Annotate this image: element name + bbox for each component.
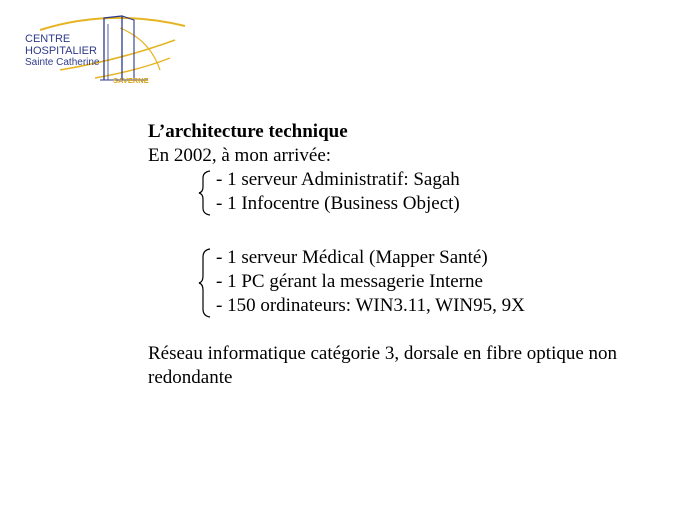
brace-icon	[198, 248, 212, 318]
hospital-logo	[0, 0, 200, 100]
logo-line-hospitalier: HOSPITALIER	[25, 45, 97, 57]
list-item: - 1 serveur Médical (Mapper Santé)	[216, 247, 488, 268]
brace-icon	[198, 170, 212, 216]
logo-line-saverne: SAVERNE	[113, 76, 149, 85]
logo-line-centre: CENTRE	[25, 33, 71, 45]
list-item: - 150 ordinateurs: WIN3.11, WIN95, 9X	[216, 295, 525, 316]
logo-line-sainte-catherine: Sainte Catherine	[25, 57, 100, 68]
server-group-admin	[148, 168, 668, 216]
list-item: - 1 Infocentre (Business Object)	[216, 193, 460, 214]
slide-intro: En 2002, à mon arrivée:	[148, 145, 332, 166]
list-item: - 1 PC gérant la messagerie Interne	[216, 271, 483, 292]
server-group-medical	[148, 246, 668, 318]
list-item: - 1 serveur Administratif: Sagah	[216, 169, 460, 190]
slide-content	[148, 120, 668, 390]
slide-heading: L’architecture technique	[148, 121, 348, 142]
network-description: Réseau informatique catégorie 3, dorsale en fibre optique non redondante	[148, 343, 618, 388]
